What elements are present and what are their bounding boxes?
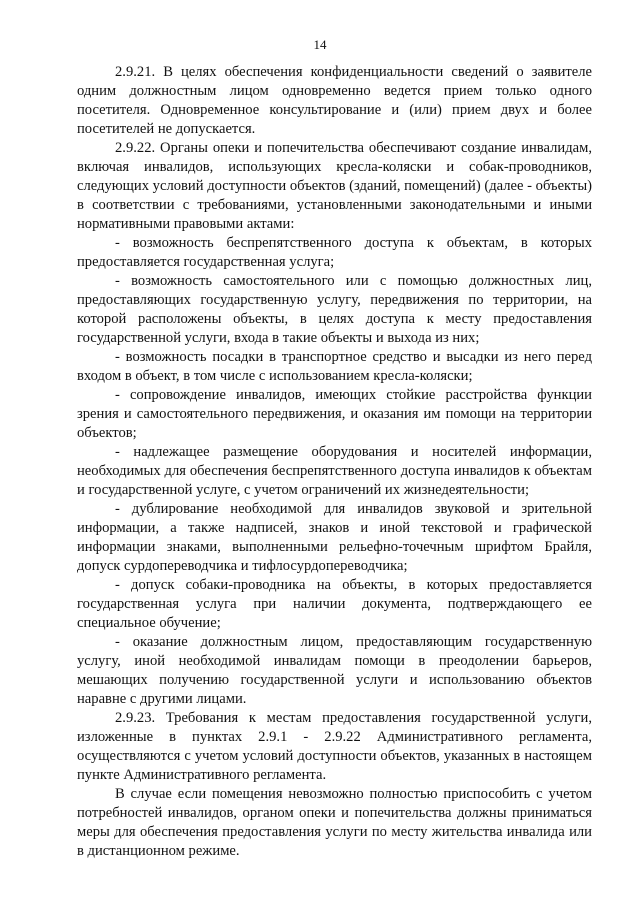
list-item-access: - возможность беспрепятственного доступа к объектам, в которых предоставляется государственная услуга; bbox=[77, 235, 592, 270]
list-item-equipment: - надлежащее размещение оборудования и носителей информации, необходимых для обеспечения беспрепятственного доступа инвалидов к объектам и государственной услуге, с учетом ограничений их жизнедеятельности; bbox=[77, 444, 592, 498]
paragraph-2-9-22: 2.9.22. Органы опеки и попечительства обеспечивают создание инвалидам, включая инвалидов, использующих кресла-коляски и собак-проводников, следующих условий доступности объектов (зданий, помещений) (далее - объекты) в соответствии с требованиями, установленными законодательными и иными нормативными правовыми актами: bbox=[77, 140, 592, 232]
page-number: 14 bbox=[313, 37, 327, 52]
list-item-movement: - возможность самостоятельного или с помощью должностных лиц, предоставляющих государственную услугу, передвижения по территории, на которой расположены объекты, в целях доступа к месту предоставления государственной услуги, входа в такие объекты и выхода из них; bbox=[77, 273, 592, 346]
paragraph-2-9-23: 2.9.23. Требования к местам предоставления государственной услуги, изложенные в пунктах 2.9.1 - 2.9.22 Административного регламента, осуществляются с учетом условий доступности объектов, указанных в настоящем пункте Административного регламента. bbox=[77, 710, 592, 783]
list-item-guide-dog: - допуск собаки-проводника на объекты, в которых предоставляется государственная услуга при наличии документа, подтверждающего ее специальное обучение; bbox=[77, 577, 592, 631]
document-body bbox=[77, 63, 592, 861]
list-item-assistance: - оказание должностным лицом, предоставляющим государственную услугу, иной необходимой инвалидам помощи в преодолении барьеров, мешающих получению государственной услуги и использованию объектов наравне с другими лицами. bbox=[77, 634, 592, 707]
list-item-braille: - дублирование необходимой для инвалидов звуковой и зрительной информации, а также надписей, знаков и иной текстовой и графической информации знаками, выполненными рельефно-точечным шрифтом Брайля, допуск сурдопереводчика и тифлосурдопереводчика; bbox=[77, 501, 592, 574]
list-item-transport: - возможность посадки в транспортное средство и высадки из него перед входом в объект, в том числе с использованием кресла-коляски; bbox=[77, 349, 592, 384]
paragraph-2-9-21: 2.9.21. В целях обеспечения конфиденциальности сведений о заявителе одним должностным лицом одновременно ведется прием только одного посетителя. Одновременное консультирование и (или) прием двух и более посетителей не допускается. bbox=[77, 64, 592, 137]
list-item-escort: - сопровождение инвалидов, имеющих стойкие расстройства функции зрения и самостоятельного передвижения, и оказания им помощи на территории объектов; bbox=[77, 387, 592, 441]
paragraph-remote-service: В случае если помещения невозможно полностью приспособить с учетом потребностей инвалидов, органом опеки и попечительства должны приниматься меры для обеспечения предоставления услуги по месту жительства инвалида или в дистанционном режиме. bbox=[77, 786, 592, 859]
